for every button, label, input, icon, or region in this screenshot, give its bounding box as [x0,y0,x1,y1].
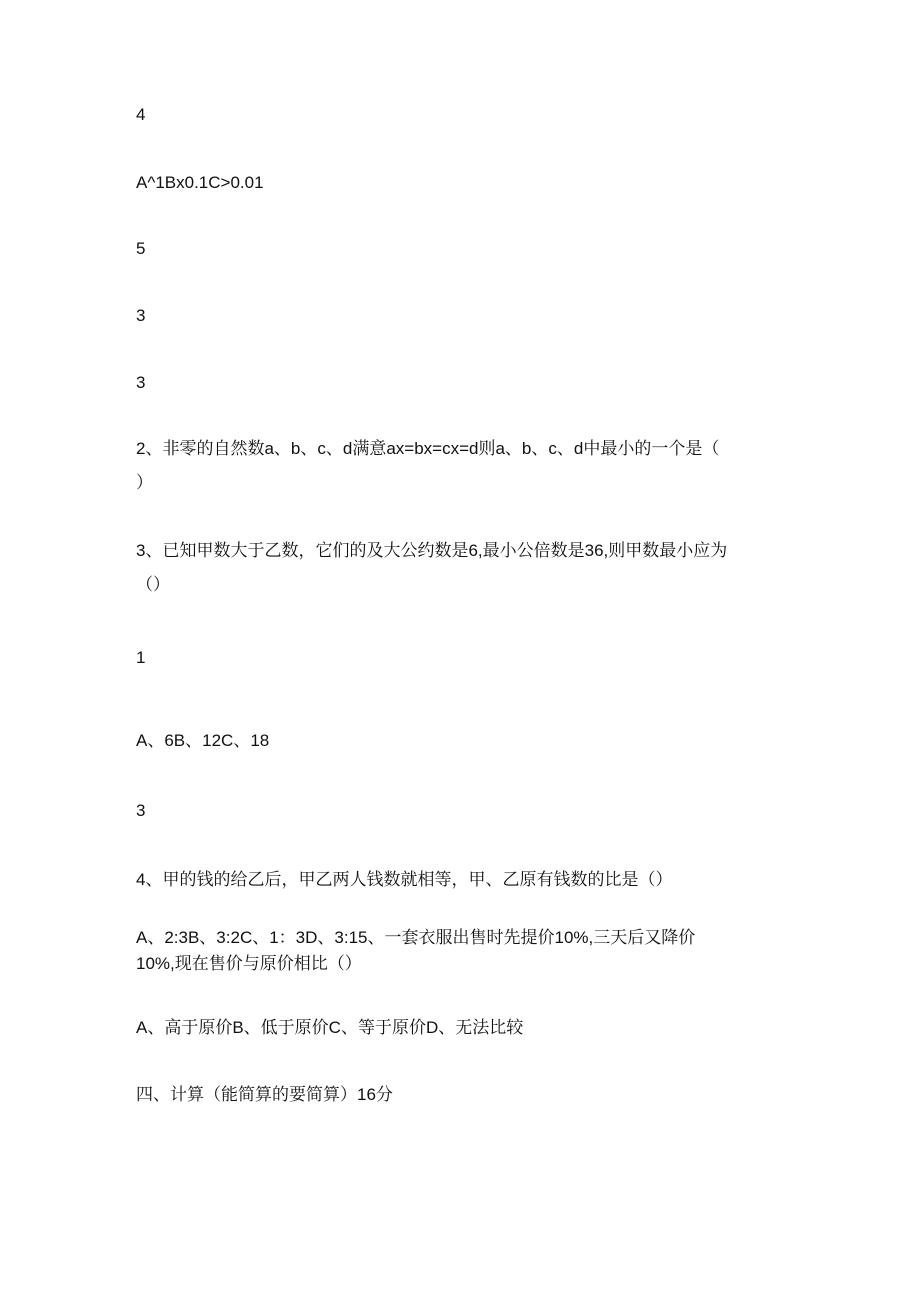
question-5-options: A、高于原价B、低于原价C、等于原价D、无法比较 [136,1018,524,1037]
question-2-continuation: ） [136,473,153,492]
text-line: 1 [136,648,146,667]
text-line: 5 [136,239,146,258]
section-heading: 四、计算（能简算的要简算）16分 [136,1085,393,1104]
question-5-continuation: 10%,现在售价与原价相比（） [136,954,362,973]
text-line: 3 [136,801,146,820]
question-3-continuation: （） [136,575,170,594]
text-line: 3 [136,306,146,325]
text-line: 4 [136,105,146,124]
question-3: 3、已知甲数大于乙数，它们的及大公约数是6,最小公倍数是36,则甲数最小应为 [136,541,728,560]
question-2: 2、非零的自然数a、b、c、d满意ax=bx=cx=d则a、b、c、d中最小的一个是（ [136,439,720,458]
question-4-options-and-question-5: A、2:3B、3:2C、1：3D、3:15、一套衣服出售时先提价10%,三天后又降价 [136,928,696,947]
text-line: 3 [136,373,146,392]
question-4: 4、甲的钱的给乙后，甲乙两人钱数就相等，甲、乙原有钱数的比是（） [136,870,673,889]
question-3-options: A、6B、12C、18 [136,731,270,750]
text-line: A^1Bx0.1C>0.01 [136,173,264,192]
